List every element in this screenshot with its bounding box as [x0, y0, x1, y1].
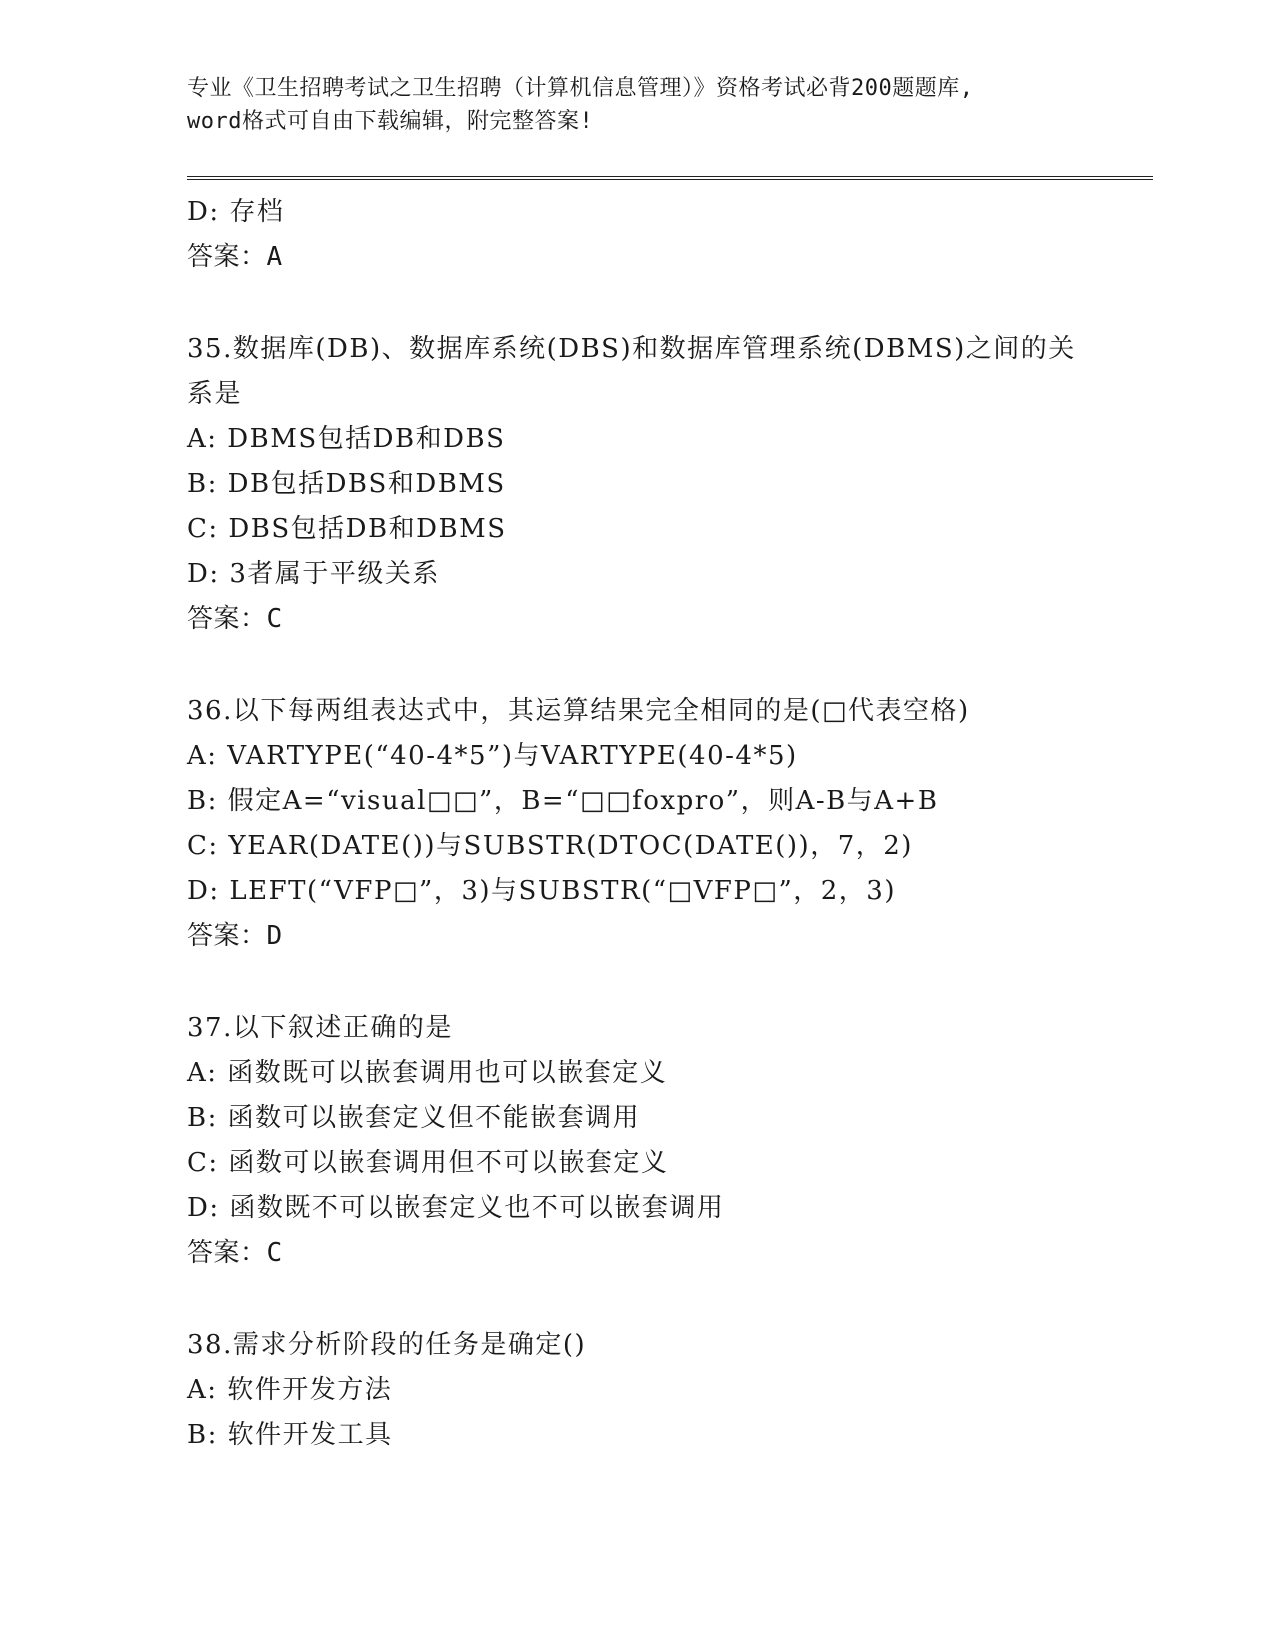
- question-stem: 36.以下每两组表达式中，其运算结果完全相同的是(□代表空格): [187, 696, 970, 726]
- option-a: A: VARTYPE(“40-4*5”)与VARTYPE(40-4*5): [187, 741, 798, 771]
- option-b: B: DB包括DBS和DBMS: [187, 469, 506, 499]
- option-b: B: 软件开发工具: [187, 1420, 393, 1450]
- option-c: C: DBS包括DB和DBMS: [187, 514, 507, 544]
- question-stem-continued: 系是: [187, 379, 243, 409]
- answer-line: 答案：D: [187, 921, 283, 951]
- option-d: D: 存档: [187, 197, 285, 227]
- answer-line: 答案：A: [187, 242, 283, 272]
- page-header: [187, 72, 1107, 138]
- question-list: [187, 190, 1153, 1458]
- answer-line: 答案：C: [187, 1238, 283, 1268]
- option-c: C: 函数可以嵌套调用但不可以嵌套定义: [187, 1148, 669, 1178]
- answer-line: 答案：C: [187, 604, 283, 634]
- question-stem: 37.以下叙述正确的是: [187, 1013, 453, 1043]
- option-c: C: YEAR(DATE())与SUBSTR(DTOC(DATE())，7，2): [187, 831, 913, 861]
- option-b: B: 假定A=“visual□□”，B=“□□foxpro”，则A-B与A+B: [187, 786, 939, 816]
- question-stem: 35.数据库(DB)、数据库系统(DBS)和数据库管理系统(DBMS)之间的关: [187, 334, 1076, 364]
- header-title-line-1: 专业《卫生招聘考试之卫生招聘（计算机信息管理）》资格考试必背200题题库,: [187, 76, 974, 101]
- header-double-rule: [187, 176, 1153, 180]
- option-a: A: 函数既可以嵌套调用也可以嵌套定义: [187, 1058, 668, 1088]
- header-title-line-2: word格式可自由下载编辑，附完整答案!: [187, 109, 594, 134]
- option-d: D: LEFT(“VFP□”，3)与SUBSTR(“□VFP□”，2，3): [187, 876, 896, 906]
- option-a: A: 软件开发方法: [187, 1375, 393, 1405]
- option-b: B: 函数可以嵌套定义但不能嵌套调用: [187, 1103, 641, 1133]
- option-d: D: 3者属于平级关系: [187, 559, 440, 589]
- option-a: A: DBMS包括DB和DBS: [187, 424, 506, 454]
- question-stem: 38.需求分析阶段的任务是确定(): [187, 1330, 587, 1360]
- option-d: D: 函数既不可以嵌套定义也不可以嵌套调用: [187, 1193, 725, 1223]
